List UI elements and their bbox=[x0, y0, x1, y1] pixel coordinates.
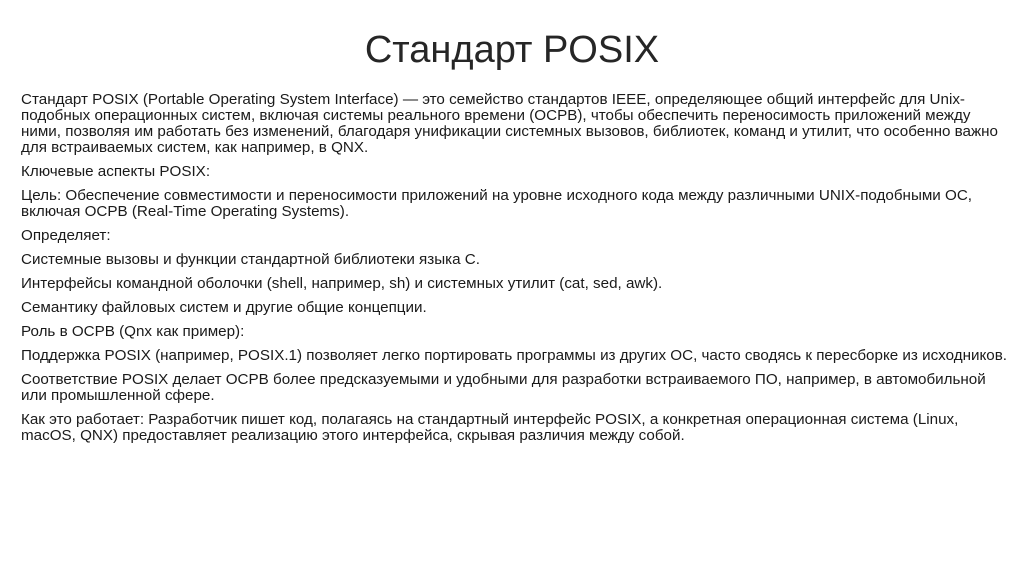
paragraph-goal: Цель: Обеспечение совместимости и переносимости приложений на уровне исходного кода между различными UNIX-подобными ОС, включая ОСРВ (Real-Time Operating Systems). bbox=[21, 187, 973, 220]
paragraph-posix-support: Поддержка POSIX (например, POSIX.1) позволяет легко портировать программы из других ОС, часто сводясь к пересборке из исходников. bbox=[21, 347, 1007, 364]
paragraph-how-it-works: Как это работает: Разработчик пишет код, полагаясь на стандартный интерфейс POSIX, а конкретная операционная система (Linux, macOS, QNX) предоставляет реализацию этого интерфейса, скрывая различия между собой. bbox=[21, 411, 959, 444]
slide-title: Стандарт POSIX bbox=[364, 29, 660, 71]
paragraph-intro: Стандарт POSIX (Portable Operating System Interface) — это семейство стандартов IEEE, определяющее общий интерфейс для Unix-подобных операционных систем, включая системы реального времени (ОСРВ), чтобы обеспечить переносимость приложений между ними, позволяя им работать без изменений, благодаря унификации системных вызовов, библиотек, команд и утилит, что особенно важно для встраиваемых систем, как например, в QNX. bbox=[21, 91, 998, 156]
paragraph-rtos-role: Роль в ОСРВ (Qnx как пример): bbox=[21, 323, 245, 340]
paragraph-shell: Интерфейсы командной оболочки (shell, например, sh) и системных утилит (cat, sed, awk). bbox=[21, 275, 663, 292]
paragraph-key-aspects: Ключевые аспекты POSIX: bbox=[21, 163, 211, 180]
paragraph-defines: Определяет: bbox=[21, 227, 111, 244]
paragraph-compliance: Соответствие POSIX делает ОСРВ более предсказуемыми и удобными для разработки встраиваемого ПО, например, в автомобильной или промышленной сфере. bbox=[21, 371, 986, 404]
paragraph-filesystems: Семантику файловых систем и другие общие концепции. bbox=[21, 299, 427, 316]
paragraph-syscalls: Системные вызовы и функции стандартной библиотеки языка C. bbox=[21, 251, 480, 268]
slide-body bbox=[21, 92, 1011, 452]
